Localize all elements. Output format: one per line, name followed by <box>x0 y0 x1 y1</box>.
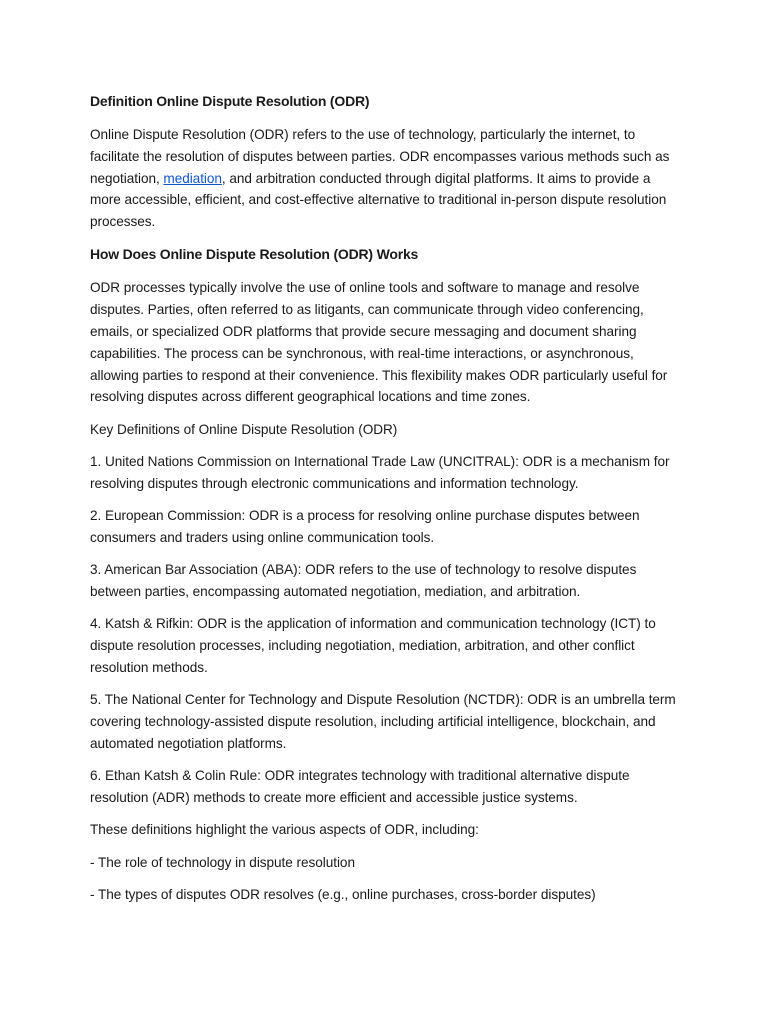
bullet-item: - The role of technology in dispute resolution <box>90 854 355 870</box>
heading-definition: Definition Online Dispute Resolution (ODR) <box>90 93 370 109</box>
key-definitions-title: Key Definitions of Online Dispute Resolution (ODR) <box>90 421 398 437</box>
summary-text: These definitions highlight the various aspects of ODR, including: <box>90 822 479 838</box>
document-page <box>90 90 680 916</box>
definition-item: 3. American Bar Association (ABA): ODR refers to the use of technology to resolve disputes between parties, encompassing automated negotiation, mediation, and arbitration. <box>90 562 637 600</box>
paragraph-definition-text-end: , and arbitration conducted through digital platforms. It aims to provide a more accessible, efficient, and cost-effective alternative to traditional in-person dispute resolution processes. <box>90 170 667 230</box>
paragraph-how-it-works: ODR processes typically involve the use of online tools and software to manage and resolve disputes. Parties, often referred to as litigants, can communicate through video conferencing, emails, or specialized ODR platforms that provide secure messaging and document sharing capabilities. The process can be synchronous, with real-time interactions, or asynchronous, allowing parties to respond at their convenience. This flexibility makes ODR particularly useful for resolving disputes across different geographical locations and time zones. <box>90 280 668 405</box>
definition-item: 1. United Nations Commission on International Trade Law (UNCITRAL): ODR is a mechanism for resolving disputes through electronic communications and information technology. <box>90 454 670 491</box>
mediation-link[interactable]: mediation <box>163 170 222 186</box>
definition-item: 4. Katsh & Rifkin: ODR is the application of information and communication technology (ICT) to dispute resolution processes, including negotiation, mediation, arbitration, and other conflict resolution methods. <box>90 616 656 675</box>
definition-item: 6. Ethan Katsh & Colin Rule: ODR integrates technology with traditional alternative dispute resolution (ADR) methods to create more efficient and accessible justice systems. <box>90 768 630 805</box>
definition-item: 2. European Commission: ODR is a process for resolving online purchase disputes between consumers and traders using online communication tools. <box>90 508 640 545</box>
paragraph-definition-text-start: Online Dispute Resolution (ODR) refers to the use of technology, particularly the internet, to facilitate the resolution of disputes between parties. ODR encompasses various methods such as negotiation, <box>90 127 670 186</box>
paragraph-definition <box>90 124 680 233</box>
bullet-item: - The types of disputes ODR resolves (e.g., online purchases, cross-border disputes) <box>90 886 596 902</box>
heading-how-it-works: How Does Online Dispute Resolution (ODR) Works <box>90 246 419 263</box>
definition-item: 5. The National Center for Technology and Dispute Resolution (NCTDR): ODR is an umbrella term covering technology-assisted dispute resolution, including artificial intelligence, blockchain, and automated negotiation platforms. <box>90 692 676 751</box>
